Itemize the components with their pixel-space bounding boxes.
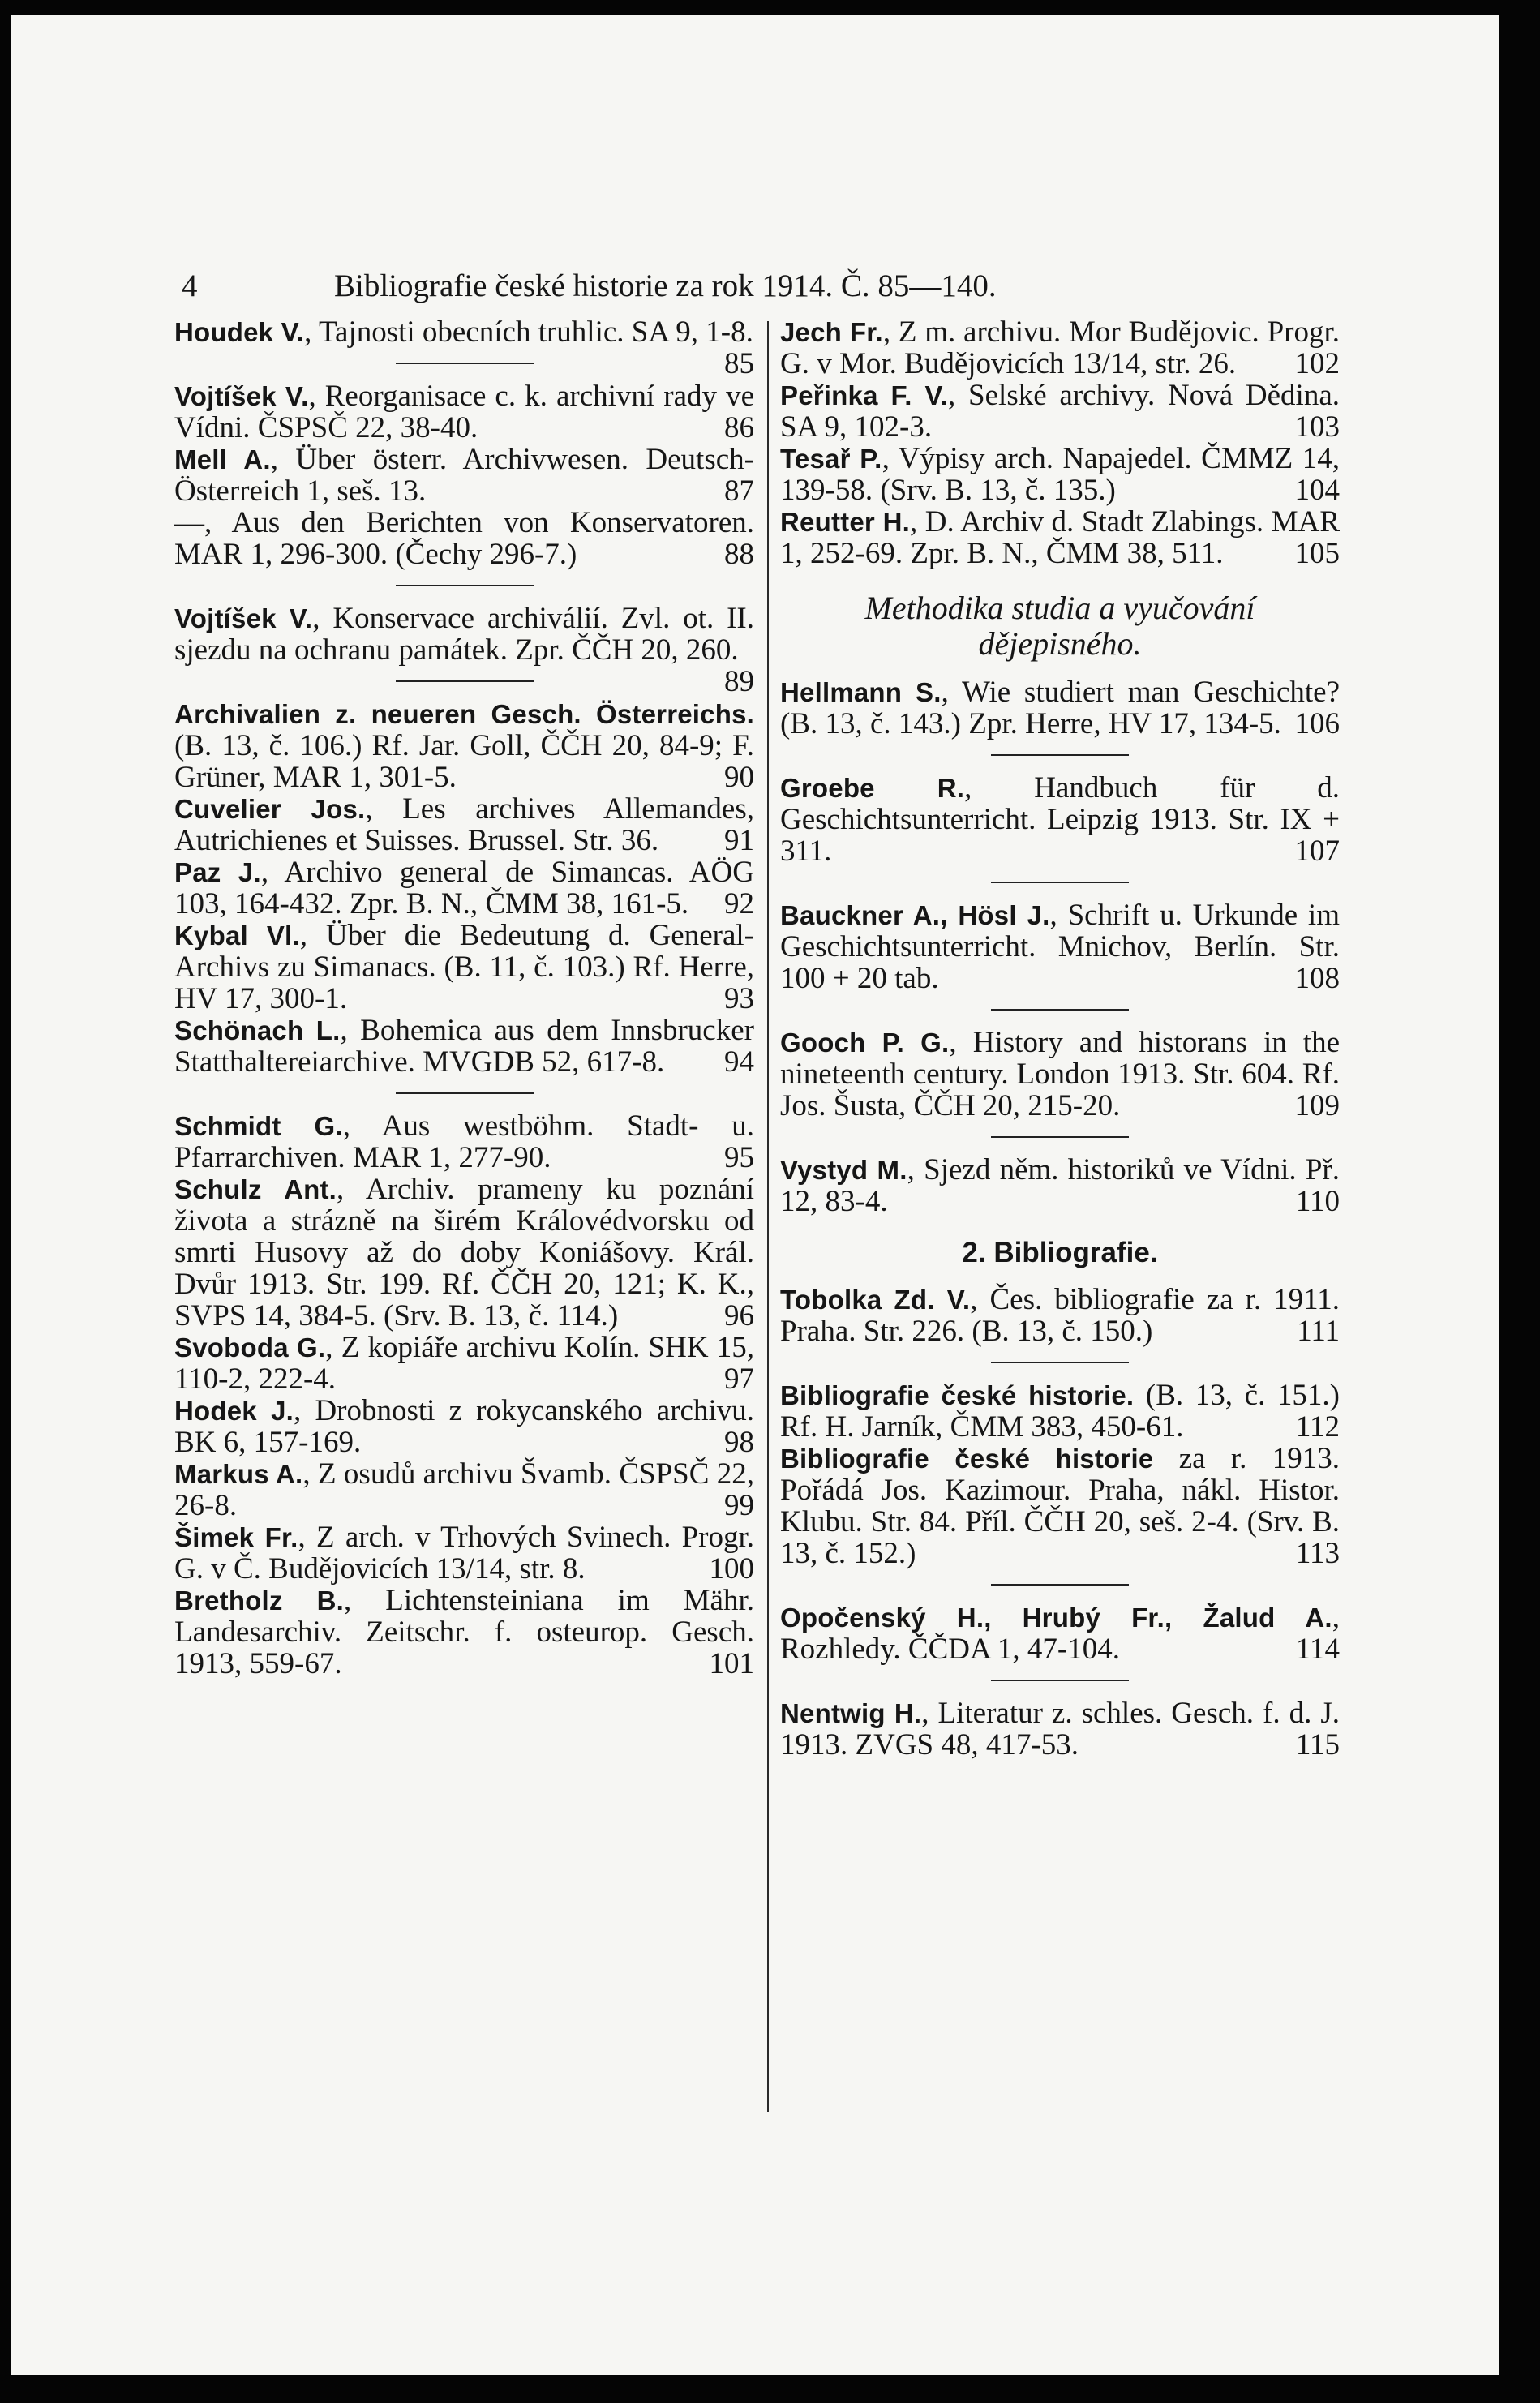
separator-rule: [991, 1362, 1129, 1363]
entry-97: Svoboda G., Z kopiáře archivu Kolín. SHK 15, 110-2, 222-4. 97: [174, 1331, 754, 1396]
entry-86: Vojtíšek V., Reorganisace c. k. archivní rady ve Vídni. ČSPSČ 22, 38-40. 86: [174, 380, 754, 444]
separator-rule: [991, 1136, 1129, 1138]
entry-109: Gooch P. G., History and historans in the nineteenth century. London 1913. Str. 604. Rf. Jos. Šusta, ČČH 20, 215-20. 109: [780, 1026, 1340, 1122]
entry-115: Nentwig H., Literatur z. schles. Gesch. f. d. J. 1913. ZVGS 48, 417-53. 115: [780, 1697, 1340, 1761]
entry-113: Bibliografie české historie za r. 1913. Pořádá Jos. Kazimour. Praha, nákl. Histor. Klubu. Str. 84. Příl. ČČH 20, seš. 2-4. (Srv. B. 13, č. 152.) 113: [780, 1442, 1340, 1570]
entry-102: Jech Fr., Z m. archivu. Mor Budějovic. Progr. G. v Mor. Budějovicích 13/14, str. 26. 102: [780, 315, 1340, 380]
running-title: Bibliografie české historie za rok 1914. Č. 85—140.: [334, 268, 997, 303]
entry-94: Schönach L., Bohemica aus dem Innsbrucker Statthaltereiarchive. MVGDB 52, 617-8. 94: [174, 1014, 754, 1079]
right-column: [780, 316, 1340, 1761]
separator-rule: [991, 1009, 1129, 1011]
entry-95: Schmidt G., Aus westböhm. Stadt- u. Pfarrarchiven. MAR 1, 277-90. 95: [174, 1109, 754, 1174]
entry-108: Bauckner A., Hösl J., Schrift u. Urkunde im Geschichtsunterricht. Mnichov, Berlín. Str. 100 + 20 tab. 108: [780, 899, 1340, 995]
separator-rule: [991, 1680, 1129, 1681]
entry-99: Markus A., Z osudů archivu Švamb. ČSPSČ 22, 26-8. 99: [174, 1457, 754, 1522]
entry-114: Opočenský H., Hrubý Fr., Žalud A., Rozhledy. ČČDA 1, 47-104. 114: [780, 1601, 1340, 1666]
page-number: 4: [182, 268, 198, 303]
entry-105: Reutter H., D. Archiv d. Stadt Zlabings. MAR 1, 252-69. Zpr. B. N., ČMM 38, 511. 105: [780, 505, 1341, 570]
entry-96: Schulz Ant., Archiv. prameny ku poznání života a strázně na širém Královédvorsku od smrti Husovy až do doby Koniášovy. Král. Dvůr 1913. Str. 199. Rf. ČČH 20, 121; K. K., SVPS 14, 384-5. (Srv. B. 13, č. 114.) 96: [174, 1173, 755, 1332]
entry-101: Bretholz B., Lichtensteiniana im Mähr. Landesarchiv. Zeitschr. f. osteurop. Gesch. 1913, 559-67. 101: [174, 1584, 754, 1680]
entry-106: Hellmann S., Wie studiert man Geschichte? (B. 13, č. 143.) Zpr. Herre, HV 17, 134-5. 106: [780, 676, 1340, 740]
entry-107: Groebe R., Handbuch für d. Geschichtsunterricht. Leipzig 1913. Str. IX + 311. 107: [780, 771, 1340, 868]
column-divider: [767, 321, 769, 2112]
entry-111: Tobolka Zd. V., Čes. bibliografie za r. 1911. Praha. Str. 226. (B. 13, č. 150.) 111: [780, 1283, 1341, 1348]
entry-93: Kybal Vl., Über die Bedeutung d. General-Archivs zu Simanacs. (B. 11, č. 103.) Rf. Herre, HV 17, 300-1. 93: [174, 919, 754, 1015]
separator-rule: [991, 1584, 1129, 1586]
section-heading-bibliografie: 2. Bibliografie.: [962, 1237, 1158, 1268]
left-column: [174, 316, 754, 1680]
entry-110: Vystyd M., Sjezd něm. historiků ve Vídni. Př. 12, 83-4. 110: [780, 1153, 1340, 1218]
entry-85: Houdek V., Tajnosti obecních truhlic. SA 9, 1-8. 85: [174, 315, 754, 380]
separator-rule: [991, 754, 1129, 756]
entry-89: Vojtíšek V., Konservace archiválií. Zvl. ot. II. sjezdu na ochranu památek. Zpr. ČČH 20, 260. 89: [174, 602, 755, 698]
entry-104: Tesař P., Výpisy arch. Napajedel. ČMMZ 14, 139-58. (Srv. B. 13, č. 135.) 104: [780, 442, 1340, 507]
section-heading-methodika: Methodika studia a vyučování dějepisného.: [864, 590, 1255, 662]
entry-90: Archivalien z. neueren Gesch. Österreichs. (B. 13, č. 106.) Rf. Jar. Goll, ČČH 20, 84-9; F. Grüner, MAR 1, 301-5. 90: [174, 699, 754, 794]
entry-91: Cuvelier Jos., Les archives Allemandes, Autrichienes et Suisses. Brussel. Str. 36. 91: [174, 792, 755, 857]
entry-88: —, Aus den Berichten von Konservatoren. MAR 1, 296-300. (Čechy 296-7.) 88: [174, 506, 754, 571]
entry-112: Bibliografie české historie. (B. 13, č. 151.) Rf. H. Jarník, ČMM 383, 450-61. 112: [780, 1379, 1341, 1444]
separator-rule: [396, 680, 534, 682]
entry-92: Paz J., Archivo general de Simancas. AÖG 103, 164-432. Zpr. B. N., ČMM 38, 161-5. 92: [174, 856, 754, 920]
separator-rule: [396, 585, 534, 586]
separator-rule: [396, 363, 534, 364]
entry-103: Peřinka F. V., Selské archivy. Nová Dědina. SA 9, 102-3. 103: [780, 379, 1340, 444]
separator-rule: [396, 1092, 534, 1094]
separator-rule: [991, 882, 1129, 883]
entry-98: Hodek J., Drobnosti z rokycanského archivu. BK 6, 157-169. 98: [174, 1394, 754, 1459]
entry-100: Šimek Fr., Z arch. v Trhových Svinech. Progr. G. v Č. Budějovicích 13/14, str. 8. 100: [174, 1521, 755, 1586]
entry-87: Mell A., Über österr. Archivwesen. Deutsch-Österreich 1, seš. 13. 87: [174, 443, 754, 508]
